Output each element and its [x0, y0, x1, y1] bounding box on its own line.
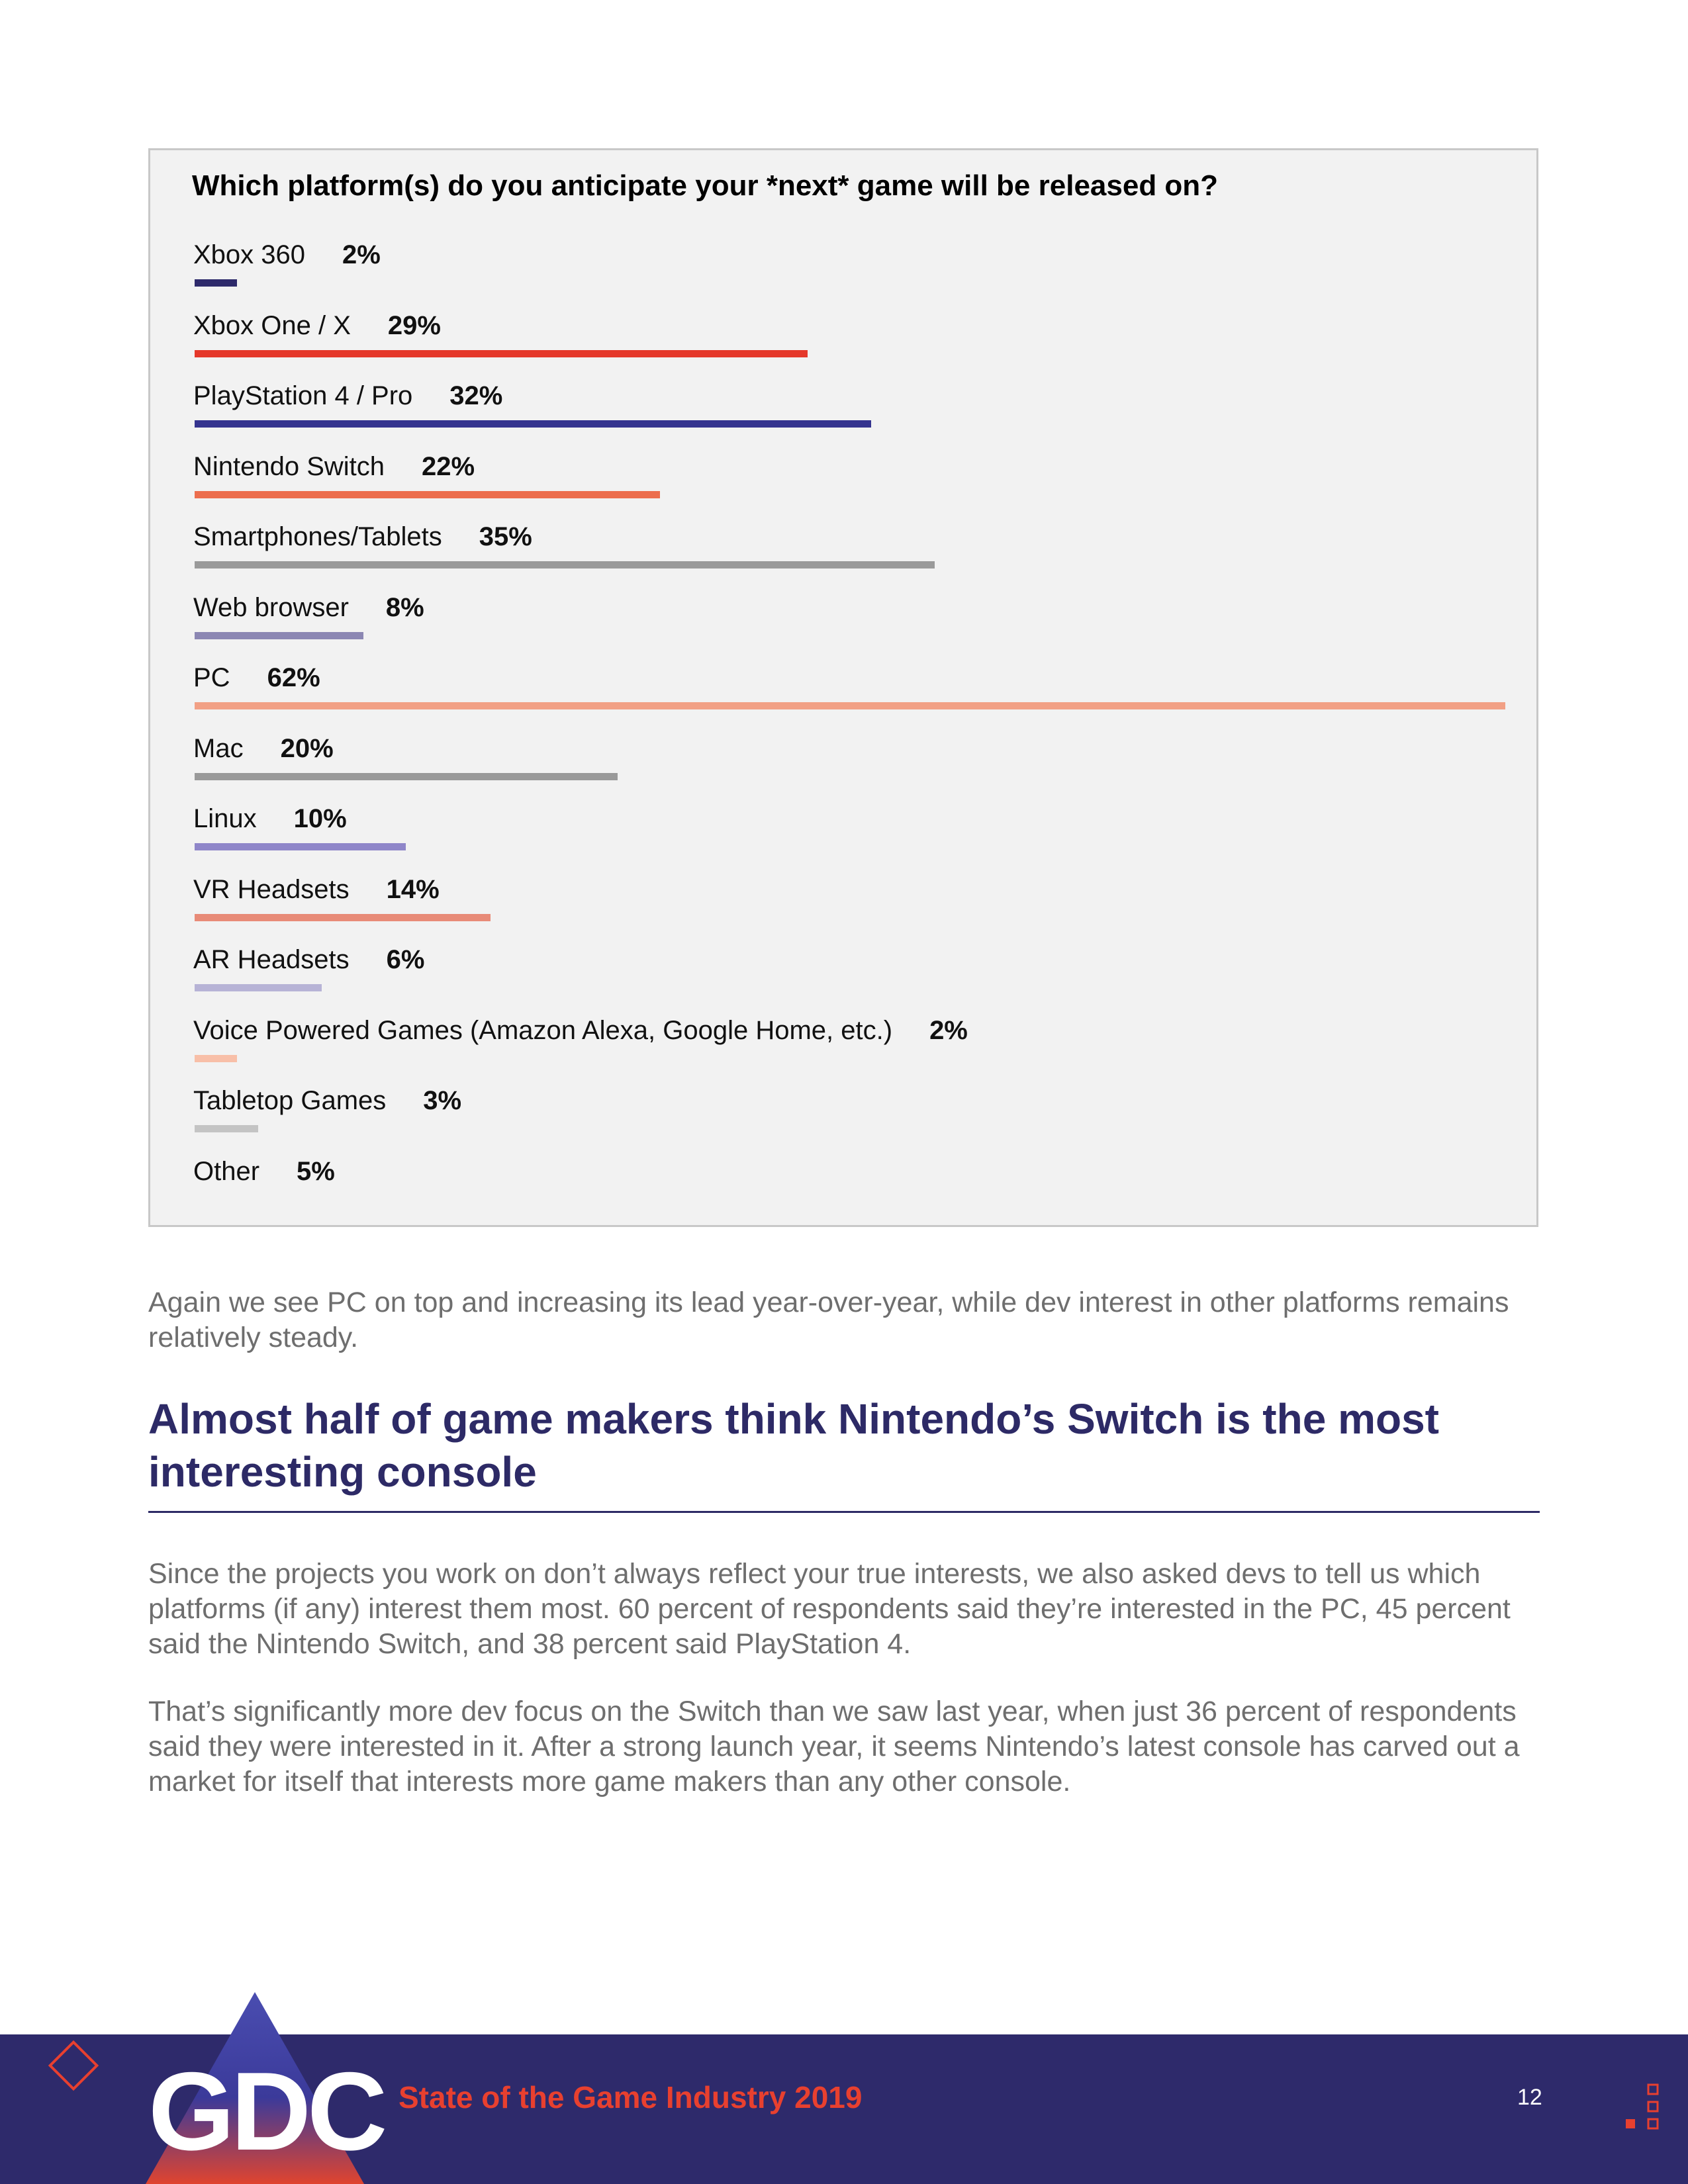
bar-label — [193, 591, 424, 624]
square-outline-icon — [1648, 2085, 1658, 2094]
bar-label — [193, 238, 381, 271]
category-label: VR Headsets — [193, 874, 350, 904]
bar-label — [193, 943, 424, 976]
gdc-logo: GDC — [148, 2049, 384, 2173]
body-paragraph-1: Since the projects you work on don’t always reflect your true interests, we also asked devs to tell us which platforms (if any) interest them most. 60 percent of respondents said they’re interested in the PC, 45 percent said the Nintendo Switch, and 38 percent said PlayStation 4. — [148, 1558, 1511, 1660]
value-label: 35% — [479, 522, 532, 551]
category-label: Xbox 360 — [193, 240, 306, 269]
bar — [195, 1125, 258, 1132]
chart-title: Which platform(s) do you anticipate your *next* game will be released on? — [192, 169, 1219, 202]
footer-title: State of the Game Industry 2019 — [399, 2080, 863, 2115]
square-outline-icon — [1648, 2119, 1658, 2128]
bar-label — [193, 1155, 335, 1188]
square-filled-icon — [1626, 2119, 1635, 2128]
bar — [195, 1055, 237, 1062]
bar-label — [193, 661, 320, 694]
bar — [195, 984, 322, 991]
category-label: Nintendo Switch — [193, 451, 385, 481]
bar — [195, 773, 618, 780]
bar — [195, 350, 808, 357]
bar — [195, 702, 1505, 709]
bar-label — [193, 1014, 968, 1047]
value-label: 10% — [293, 804, 347, 833]
value-label: 14% — [386, 874, 440, 904]
value-label: 6% — [386, 945, 425, 974]
value-label: 5% — [297, 1156, 335, 1186]
value-label: 22% — [422, 451, 475, 481]
value-label: 32% — [449, 381, 503, 410]
category-label: PC — [193, 663, 230, 692]
category-label: Voice Powered Games (Amazon Alexa, Google Home, etc.) — [193, 1015, 893, 1045]
category-label: Other — [193, 1156, 260, 1186]
bar — [195, 491, 660, 498]
bar-label — [193, 732, 334, 765]
value-label: 2% — [342, 240, 381, 269]
value-label: 62% — [267, 663, 320, 692]
category-label: AR Headsets — [193, 945, 350, 974]
category-label: PlayStation 4 / Pro — [193, 381, 413, 410]
category-label: Mac — [193, 733, 244, 763]
category-label: Linux — [193, 804, 257, 833]
intro-paragraph: Again we see PC on top and increasing its lead year-over-year, while dev interest in other platforms remains relatively steady. — [148, 1287, 1509, 1353]
square-outline-icon — [1648, 2102, 1658, 2111]
bar-label — [193, 309, 441, 342]
bar-label — [193, 520, 532, 553]
value-label: 2% — [929, 1015, 968, 1045]
bar-label — [193, 379, 502, 412]
bar — [195, 914, 491, 921]
bar — [195, 561, 935, 569]
value-label: 3% — [423, 1086, 462, 1115]
section-headline: Almost half of game makers think Nintendo’s Switch is the most interesting console — [148, 1395, 1439, 1496]
bar — [195, 632, 363, 639]
bar — [195, 279, 237, 287]
bar-label — [193, 873, 440, 906]
category-label: Smartphones/Tablets — [193, 522, 442, 551]
page-number: 12 — [1517, 2085, 1542, 2110]
category-label: Xbox One / X — [193, 310, 351, 340]
body-paragraph-2: That’s significantly more dev focus on the Switch than we saw last year, when just 36 percent of respondents said they were interested in it. After a strong launch year, it seems Nintendo’s latest console has carved out a market for itself that interests more game makers than any other console. — [148, 1696, 1520, 1797]
bar — [195, 420, 871, 428]
value-label: 8% — [385, 592, 424, 622]
value-label: 20% — [280, 733, 334, 763]
category-label: Web browser — [193, 592, 349, 622]
bar-label — [193, 450, 475, 483]
bar-label — [193, 802, 347, 835]
category-label: Tabletop Games — [193, 1086, 387, 1115]
bar-label — [193, 1084, 461, 1117]
headline-divider — [148, 1511, 1540, 1513]
bar — [195, 843, 406, 850]
diamond-icon — [50, 2042, 97, 2089]
value-label: 29% — [387, 310, 441, 340]
